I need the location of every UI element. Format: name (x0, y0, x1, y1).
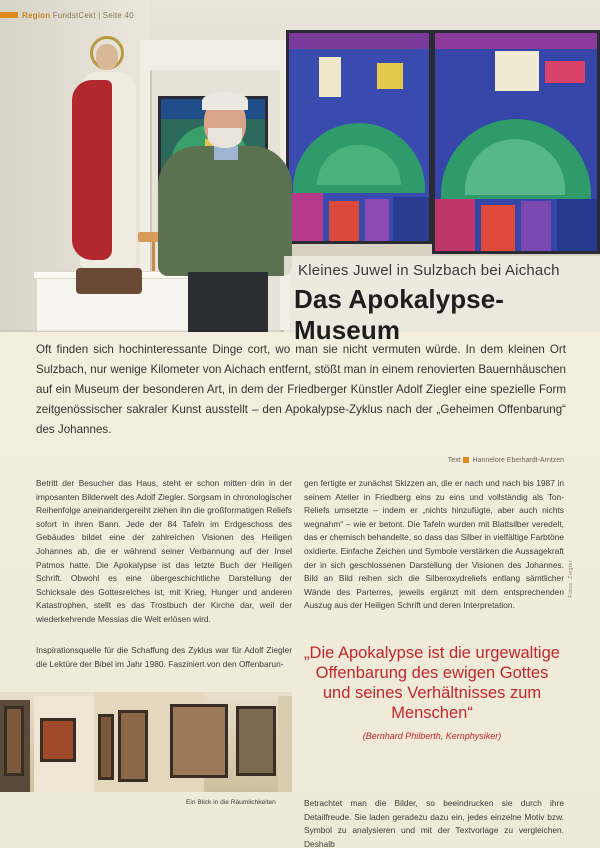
pull-quote-text: „Die Apokalypse ist die urgewaltige Offenbarung des ewigen Gottes und seines Verhältnisses zum Menschen“ (304, 644, 560, 722)
photo-credit: Fotos: Ziegler (568, 560, 574, 598)
header-text (22, 11, 134, 20)
photo-caption: Ein Blick in die Räumlichkeiten (186, 799, 276, 806)
article-kicker: Kleines Juwel in Sulzbach bei Aichach (298, 262, 560, 279)
byline-author: Hannelore Eberhardt-Arntzen (472, 457, 564, 464)
header-region: Region (22, 10, 51, 20)
header-page-info: FundstCekt | Seite 40 (52, 10, 134, 20)
pull-quote-author: (Bernhard Philberth, Kernphysiker) (362, 731, 502, 741)
byline (448, 457, 564, 464)
intro-paragraph: Oft finden sich hochinteressante Dinge cort, wo man sie nicht vermuten würde. In dem kleinen Ort Sulzbach, nur wenige Kilometer von Aichach entfernt, stößt man in einem renovierten Bauernhäuschen auf ein Museum der besonderen Art, in dem der Friedberger Künstler Adolf Ziegler eine spezielle Form zeitgenössischer sakraler Kunst ausstellt – den Apokalypse-Zyklus nach der „Geheimen Offenbarung“ des Johannes. (36, 343, 566, 436)
stained-glass-left (286, 30, 432, 244)
pull-quote (304, 643, 560, 741)
body-column-1-continued: Inspirationsquelle für die Schaffung des Zyklus war für Adolf Ziegler die Lektüre der Bibel im Jahr 1980. Fasziniert von den Offenbarun- (36, 645, 292, 669)
jesus-statue (70, 36, 146, 298)
body-column-1: Betritt der Besucher das Haus, steht er schon mitten drin in der imposanten Bilderwelt des Adolf Ziegler. Sorgsam in chronologischer Reihenfolge aneinandergereiht ziehen ihn die großformatigen Reliefs sofort in ihren Bann. Jede der 84 Tafeln im Erdgeschoss des Gebäudes bildet eine der zahlreichen Visionen des Heiligen Johannes ab, die er während seiner Verbannung auf der Insel Patmos hatte. Die Apokalypse ist das letzte Buch der Heiligen Schrift. Obwohl es eine übergeschichtliche Darstellung der Schicksale des Gottesreiches ist, mit Krieg, Hunger und anderen Katastrophen, stellt es das Trostbuch der Kirche dar, weil der wiederkehrende Messias die Welt erlösen wird. (36, 478, 292, 624)
stained-glass-right (432, 30, 600, 254)
byline-label: Text (447, 457, 461, 464)
museum-photo (0, 0, 600, 332)
exhibition-photo (0, 692, 292, 792)
body-column-2-continued: Betrachtet man die Bilder, so beeindrucken sie durch ihre Detailfreude. Sie laden geradezu dazu ein, jedes einzelne Motiv bzw. Symbol zu analysieren und mit der Textvorlage zu vergleichen. Deshalb (304, 798, 564, 848)
header-accent-bar (0, 12, 18, 18)
artist-portrait (158, 92, 292, 332)
article-title: Das Apokalypse-Museum (294, 284, 505, 345)
byline-square-icon (463, 457, 469, 463)
body-column-2: gen fertigte er zunächst Skizzen an, die er nach und nach bis 1987 in seinem Atelier in Friedberg eins zu eins und vollständig als Ton-Reliefs umsetzte – indem er „nichts hinzufügte, aber auch nichts wegnahm“ – wie er betont. Die Tafeln wurden mit Blattsilber veredelt, das er chemisch behandelte, so dass das Silber in vielfältige Farbtöne oxidierte. Einfache Zeichen und Symbole verstärken die Aussagekraft der in sich geschlossenen Darstellung der Visionen des Johannes. Bild an Bild reihen sich die Silberoxydreliefs entlang sämtlicher Wände des Parterres, jeweils ergänzt mit dem entsprechenden Auszug aus der Heiligen Schrift und deren Interpretation. (304, 478, 564, 611)
page-header (0, 8, 134, 22)
